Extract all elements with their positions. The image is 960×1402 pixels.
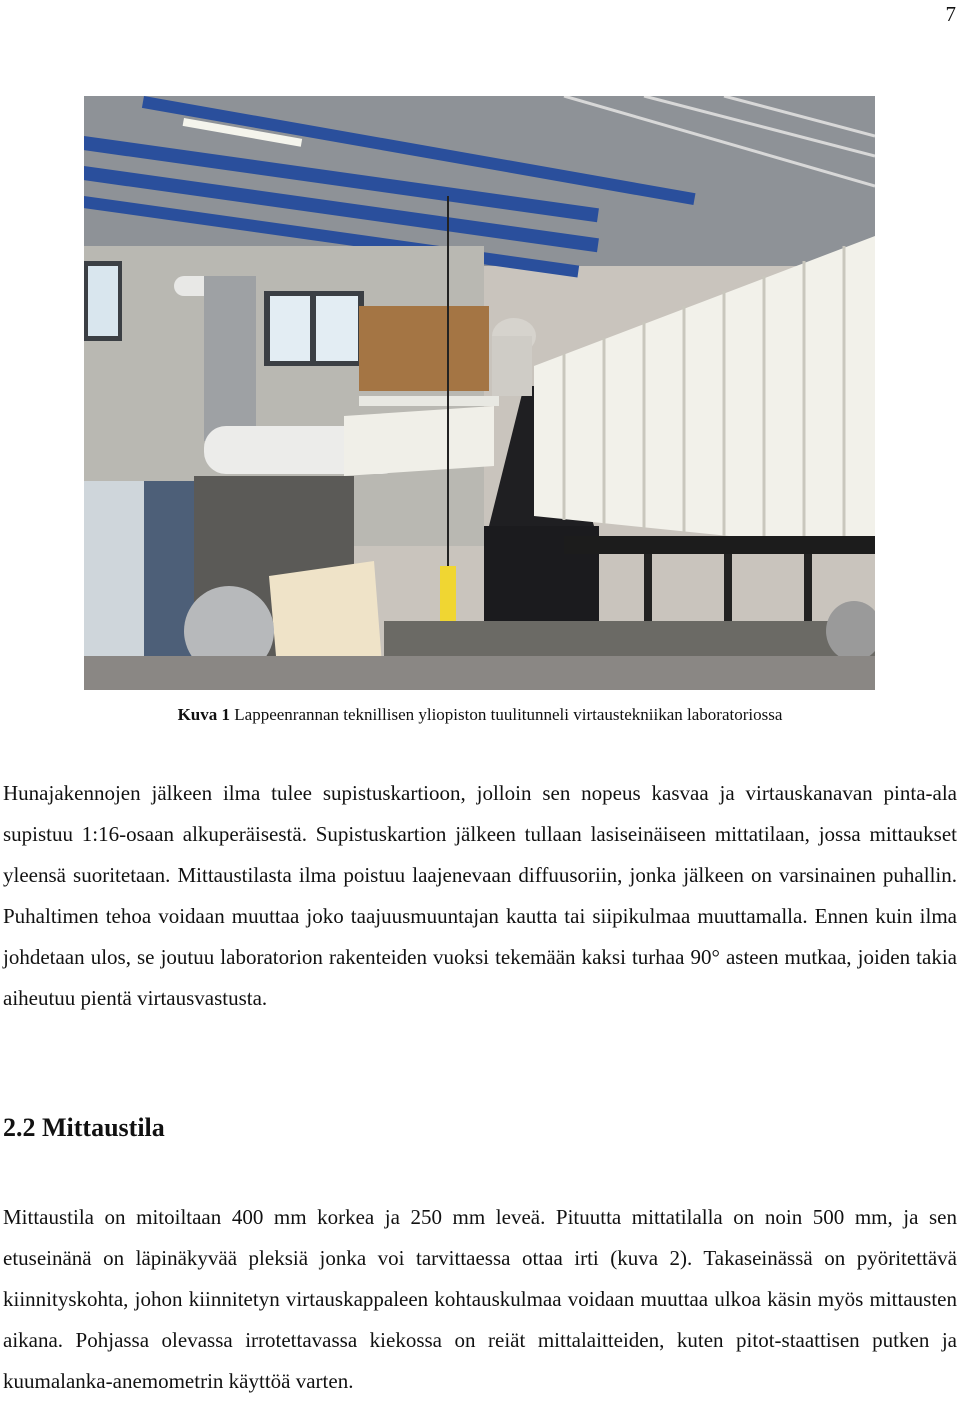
figure-caption-text: Lappeenrannan teknillisen yliopiston tuulitunneli virtaustekniikan laboratoriossa bbox=[234, 705, 783, 724]
figure-label: Kuva 1 bbox=[177, 705, 231, 724]
figure-caption bbox=[0, 705, 960, 725]
section-heading: 2.2 Mittaustila bbox=[3, 1113, 165, 1142]
body-paragraph-2: Mittaustila on mitoiltaan 400 mm korkea ja 250 mm leveä. Pituutta mittatilalla on noin 500 mm, ja sen etuseinänä on läpinäkyvää pleksiä jonka voi tarvittaessa ottaa irti (kuva 2). Takaseinässä on pyöritettävä kiinnityskohta, johon kiinnitetyn virtauskappaleen kohtauskulmaa voidaan muuttaa ulkoa käsin myös mittausten aikana. Pohjassa olevassa irrotettavassa kiekossa on reiät mittalaitteiden, kuten pitot-staattisen putken ja kuumalanka-anemometrin käyttöä varten. bbox=[3, 1205, 957, 1393]
wind-tunnel-photo bbox=[84, 96, 875, 690]
page-number: 7 bbox=[945, 2, 956, 26]
body-paragraph-1: Hunajakennojen jälkeen ilma tulee supistuskartioon, jolloin sen nopeus kasvaa ja virtauskanavan pinta-ala supistuu 1:16-osaan alkuperäisestä. Supistuskartion jälkeen tullaan lasiseinäiseen mittatilaan, jossa mittaukset yleensä suoritetaan. Mittaustilasta ilma poistuu laajenevaan diffuusoriin, jonka jälkeen on varsinainen puhallin. Puhaltimen tehoa voidaan muuttaa joko taajuusmuuntajan kautta tai siipikulmaa muuttamalla. Ennen kuin ilma johdetaan ulos, se joutuu laboratorion rakenteiden vuoksi tekemään kaksi turhaa 90° asteen mutkaa, joiden takia aiheutuu pientä virtausvastusta. bbox=[3, 781, 957, 1010]
